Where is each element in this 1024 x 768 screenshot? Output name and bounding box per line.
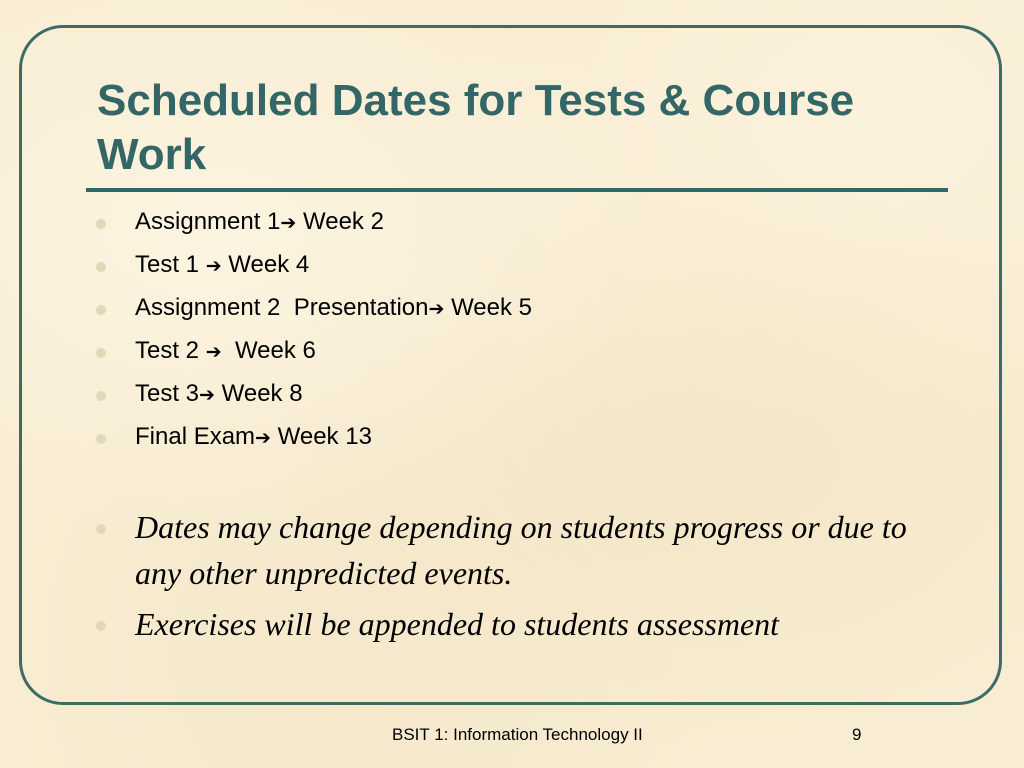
schedule-item <box>96 416 532 459</box>
note-item <box>96 504 916 596</box>
schedule-item <box>96 201 532 244</box>
bullet-icon <box>96 621 106 631</box>
schedule-item-label: Test 1 <box>135 251 206 278</box>
note-text: Dates may change depending on students progress or due to any other unpredicted events. <box>135 509 907 591</box>
bullet-icon <box>96 348 106 358</box>
schedule-item-label: Final Exam <box>135 423 256 450</box>
schedule-item-week: Week 5 <box>444 294 533 321</box>
arrow-right-icon: ➔ <box>199 384 215 406</box>
schedule-item <box>96 330 532 373</box>
notes-list <box>96 504 916 647</box>
schedule-list <box>96 201 532 459</box>
schedule-item <box>96 244 532 287</box>
note-text: Exercises will be appended to students assessment <box>135 606 780 642</box>
schedule-item <box>96 287 532 330</box>
schedule-item-week: Week 8 <box>214 380 303 407</box>
arrow-right-icon: ➔ <box>428 298 445 320</box>
schedule-item-label: Test 3 <box>135 380 200 407</box>
arrow-right-icon: ➔ <box>205 341 222 363</box>
footer-course: BSIT 1: Information Technology II <box>392 725 643 744</box>
schedule-item-week: Week 4 <box>221 251 310 278</box>
bullet-icon <box>96 262 106 272</box>
arrow-right-icon: ➔ <box>205 255 222 277</box>
schedule-item-label: Assignment 1 <box>135 208 281 235</box>
arrow-right-icon: ➔ <box>280 212 297 234</box>
schedule-item-week: Week 13 <box>270 423 372 450</box>
bullet-icon <box>96 434 106 444</box>
schedule-item <box>96 373 532 416</box>
slide-title: Scheduled Dates for Tests & Course Work <box>97 76 855 179</box>
schedule-item-label: Assignment 2 Presentation <box>135 294 429 321</box>
schedule-item-label: Test 2 <box>135 337 206 364</box>
bullet-icon <box>96 305 106 315</box>
arrow-right-icon: ➔ <box>255 427 271 449</box>
schedule-item-week: Week 2 <box>296 208 384 235</box>
bullet-icon <box>96 219 106 229</box>
note-item <box>96 601 916 647</box>
schedule-item-week: Week 6 <box>221 337 316 364</box>
title-underline <box>86 188 948 192</box>
page-number: 9 <box>852 725 862 744</box>
bullet-icon <box>96 391 106 401</box>
bullet-icon <box>96 524 106 534</box>
